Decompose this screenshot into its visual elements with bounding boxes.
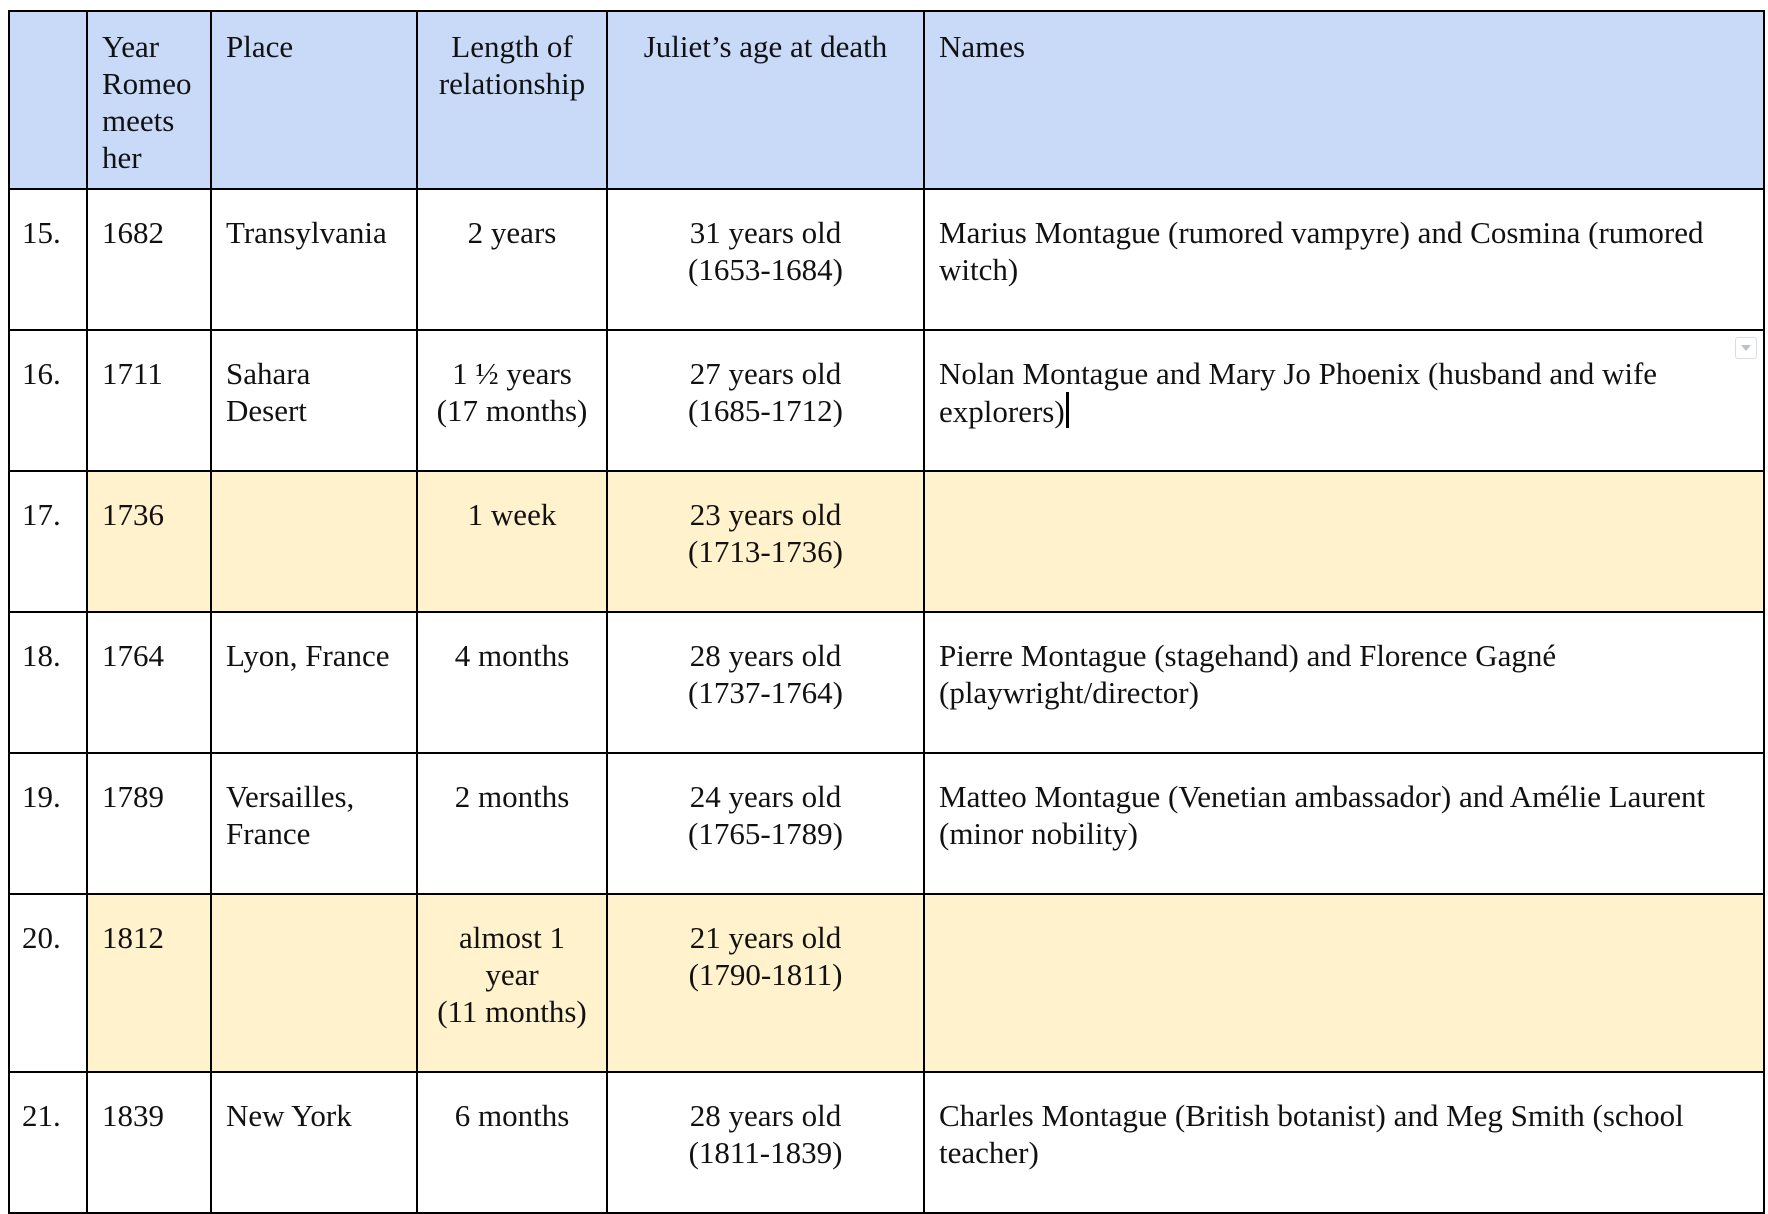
row-number-cell[interactable]: 21. (9, 1072, 87, 1213)
row-number-cell[interactable]: 18. (9, 612, 87, 753)
names-cell[interactable] (924, 471, 1764, 612)
length-cell[interactable]: 1 week (417, 471, 607, 612)
year-cell[interactable]: 1764 (87, 612, 211, 753)
table-row (9, 753, 1764, 894)
header-row (9, 11, 1764, 189)
length-cell[interactable]: 2 months (417, 753, 607, 894)
year-cell[interactable]: 1682 (87, 189, 211, 330)
age-cell[interactable]: 27 years old (1685-1712) (607, 330, 924, 471)
header-length[interactable]: Length of relationship (417, 11, 607, 189)
place-cell[interactable]: Transylvania (211, 189, 417, 330)
place-cell[interactable]: Sahara Desert (211, 330, 417, 471)
age-cell[interactable]: 31 years old (1653-1684) (607, 189, 924, 330)
header-year[interactable]: Year Romeo meets her (87, 11, 211, 189)
header-place[interactable]: Place (211, 11, 417, 189)
names-cell[interactable]: Marius Montague (rumored vampyre) and Cosmina (rumored witch) (924, 189, 1764, 330)
row-number-cell[interactable]: 15. (9, 189, 87, 330)
year-cell[interactable]: 1812 (87, 894, 211, 1072)
length-cell[interactable]: 4 months (417, 612, 607, 753)
names-cell[interactable] (924, 894, 1764, 1072)
header-age[interactable]: Juliet’s age at death (607, 11, 924, 189)
length-cell[interactable]: almost 1 year (11 months) (417, 894, 607, 1072)
table-row (9, 612, 1764, 753)
table-row (9, 471, 1764, 612)
place-cell[interactable] (211, 471, 417, 612)
data-table (8, 10, 1765, 1214)
row-number-cell[interactable]: 17. (9, 471, 87, 612)
names-cell-active[interactable] (924, 330, 1764, 471)
place-cell[interactable] (211, 894, 417, 1072)
names-cell[interactable]: Matteo Montague (Venetian ambassador) and Amélie Laurent (minor nobility) (924, 753, 1764, 894)
year-cell[interactable]: 1711 (87, 330, 211, 471)
age-cell[interactable]: 23 years old (1713-1736) (607, 471, 924, 612)
table-row (9, 1072, 1764, 1213)
chevron-down-icon[interactable] (1735, 337, 1757, 359)
row-number-cell[interactable]: 16. (9, 330, 87, 471)
length-cell[interactable]: 6 months (417, 1072, 607, 1213)
row-number-cell[interactable]: 20. (9, 894, 87, 1072)
length-cell[interactable]: 2 years (417, 189, 607, 330)
length-cell[interactable]: 1 ½ years (17 months) (417, 330, 607, 471)
header-names[interactable]: Names (924, 11, 1764, 189)
year-cell[interactable]: 1736 (87, 471, 211, 612)
table-row (9, 330, 1764, 471)
row-number-cell[interactable]: 19. (9, 753, 87, 894)
names-cell[interactable]: Charles Montague (British botanist) and Meg Smith (school teacher) (924, 1072, 1764, 1213)
age-cell[interactable]: 28 years old (1737-1764) (607, 612, 924, 753)
table-row (9, 894, 1764, 1072)
names-cell[interactable]: Pierre Montague (stagehand) and Florence Gagné (playwright/director) (924, 612, 1764, 753)
text-cursor (1066, 392, 1069, 428)
table-row (9, 189, 1764, 330)
place-cell[interactable]: Lyon, France (211, 612, 417, 753)
names-cell-text: Nolan Montague and Mary Jo Phoenix (husband and wife explorers) (939, 356, 1658, 429)
place-cell[interactable]: New York (211, 1072, 417, 1213)
year-cell[interactable]: 1839 (87, 1072, 211, 1213)
age-cell[interactable]: 21 years old (1790-1811) (607, 894, 924, 1072)
place-cell[interactable]: Versailles, France (211, 753, 417, 894)
age-cell[interactable]: 28 years old (1811-1839) (607, 1072, 924, 1213)
age-cell[interactable]: 24 years old (1765-1789) (607, 753, 924, 894)
year-cell[interactable]: 1789 (87, 753, 211, 894)
header-number[interactable] (9, 11, 87, 189)
